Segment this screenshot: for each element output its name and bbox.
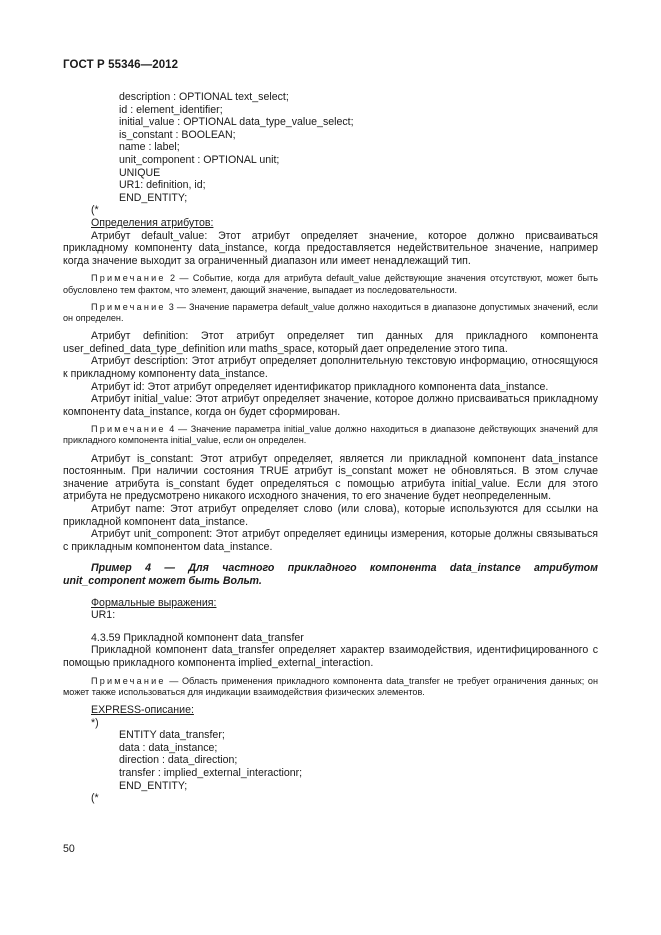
note-label: Примечание xyxy=(91,675,166,686)
note-2 xyxy=(63,273,598,295)
formal-expressions-heading: Формальные выражения: xyxy=(91,596,217,609)
code-line: END_ENTITY; xyxy=(119,191,188,204)
note-4 xyxy=(63,424,598,446)
code-line: UNIQUE xyxy=(119,166,161,179)
note-label: Примечание xyxy=(91,301,166,312)
paragraph-id: Атрибут id: Этот атрибут определяет идентификатор прикладного компонента data_instance. xyxy=(91,380,549,393)
section-title: 4.3.59 Прикладной компонент data_transfer xyxy=(91,631,304,644)
code-line: data : data_instance; xyxy=(119,741,218,754)
note-text: 2 — Событие, когда для атрибута default_value действующие значения отсутствуют, может быть обусловлено тем фактом, что элемент, дающий значение, выпадает из последовательности. xyxy=(63,273,598,295)
paragraph-description: Атрибут description: Этот атрибут определяет дополнительную текстовую информацию, относящуюся к прикладному компоненту data_instance. xyxy=(63,355,598,380)
code-line: direction : data_direction; xyxy=(119,754,238,767)
code-line: name : label; xyxy=(119,141,180,154)
page-number: 50 xyxy=(63,843,75,855)
code-line: initial_value : OPTIONAL data_type_value_select; xyxy=(119,116,354,129)
code-line: is_constant : BOOLEAN; xyxy=(119,128,236,141)
note-label: Примечание xyxy=(91,273,166,284)
comment-open-marker-2: (* xyxy=(91,792,99,805)
note-data-transfer xyxy=(63,676,598,698)
paragraph-initial-value: Атрибут initial_value: Этот атрибут определяет значение, которое должно присваиваться прикладному компоненту data_instance, когда он будет сформирован. xyxy=(63,393,598,418)
example-4: Пример 4 — Для частного прикладного компонента data_instance атрибутом unit_component может быть Вольт. xyxy=(63,562,598,588)
express-description-heading: EXPRESS-описание: xyxy=(91,704,194,716)
note-text: 4 — Значение параметра initial_value должно находиться в диапазоне действующих значений для прикладного компонента initial_value, если он определен. xyxy=(63,424,598,446)
code-line: END_ENTITY; xyxy=(119,779,188,792)
express-code-block-1 xyxy=(63,91,598,204)
note-text: 3 — Значение параметра default_value должно находиться в диапазоне допустимых значений, если он определен. xyxy=(63,301,598,323)
paragraph-is-constant: Атрибут is_constant: Этот атрибут определяет, является ли прикладной компонент data_instance постоянным. При наличии состояния TRUE атрибут is_constant может не обновляться. В этом случае значение атрибута is_constant будет определяться с помощью атрибута initial_value. Если для этого атрибута не предусмотрено никакого исходного значения, то его значение будет неопределенным. xyxy=(63,452,598,503)
comment-close-marker: *) xyxy=(91,716,99,729)
note-label: Примечание xyxy=(91,424,166,435)
express-code-block-2 xyxy=(63,729,598,792)
paragraph-definition: Атрибут definition: Этот атрибут определяет тип данных для прикладного компонента user_defined_data_type_definition или maths_space, который дает определение этого типа. xyxy=(63,330,598,355)
formal-rule-ur1: UR1: xyxy=(91,609,116,622)
paragraph-data-transfer: Прикладной компонент data_transfer определяет характер взаимодействия, идентифицированного с помощью прикладного компонента implied_external_interaction. xyxy=(63,644,598,669)
note-text: — Область применения прикладного компонента data_transfer не требует ограничения данных; он может также использоваться для индикации взаимодействия физических элементов. xyxy=(63,675,598,697)
code-line: unit_component : OPTIONAL unit; xyxy=(119,153,280,166)
code-line: id : element_identifier; xyxy=(119,103,223,116)
code-line: description : OPTIONAL text_select; xyxy=(119,91,289,103)
page-content xyxy=(63,91,598,805)
paragraph-unit-component: Атрибут unit_component: Этот атрибут определяет единицы измерения, которые должны связываться с прикладным компонентом data_instance. xyxy=(63,528,598,553)
code-line: UR1: definition, id; xyxy=(119,179,206,192)
code-line: transfer : implied_external_interactionr; xyxy=(119,766,303,779)
attribute-definitions-heading: Определения атрибутов: xyxy=(91,216,214,229)
code-line: ENTITY data_transfer; xyxy=(119,729,225,742)
paragraph-default-value: Атрибут default_value: Этот атрибут определяет значение, которое должно присваиваться прикладному компоненту data_instance, когда предоставляется недействительное значение, например когда значение выходит за ограниченный диапазон или имеет ненадлежащий тип. xyxy=(63,229,598,267)
standard-header: ГОСТ Р 55346—2012 xyxy=(63,59,179,71)
comment-open-marker: (* xyxy=(91,204,99,217)
paragraph-name: Атрибут name: Этот атрибут определяет слово (или слова), которые используются для ссылки на прикладной компонент data_instance. xyxy=(63,503,598,528)
note-3 xyxy=(63,302,598,324)
